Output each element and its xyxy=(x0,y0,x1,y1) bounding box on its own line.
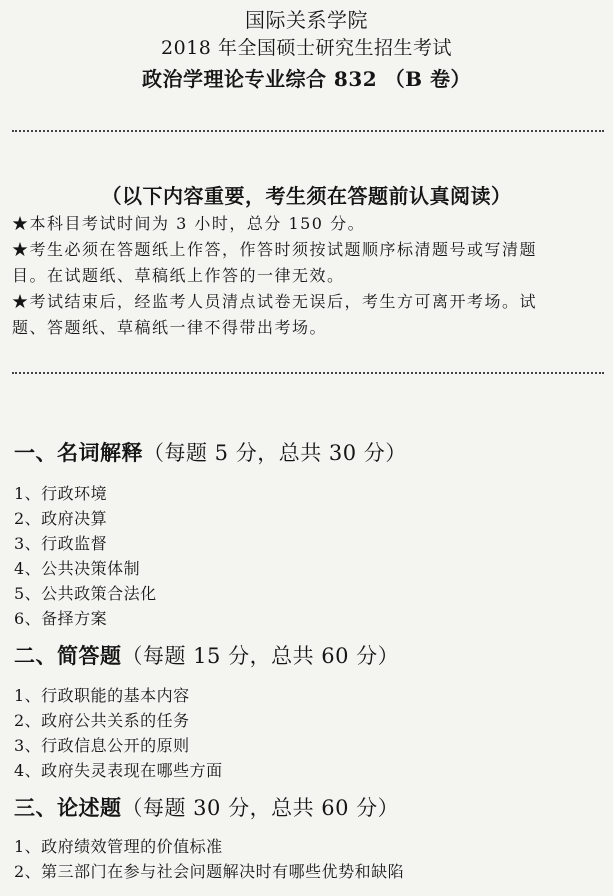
notice-rule: ★考试结束后，经监考人员清点试卷无误后，考生方可离开考场。试 xyxy=(12,292,538,311)
section-score: （每题 30 分，总共 60 分） xyxy=(121,796,400,820)
question-item: 6、备择方案 xyxy=(14,609,108,628)
section-score: （每题 15 分，总共 60 分） xyxy=(121,644,400,668)
section-heading xyxy=(14,640,399,670)
section-score: （每题 5 分，总共 30 分） xyxy=(143,441,407,465)
question-item: 4、公共决策体制 xyxy=(14,559,141,578)
question-item: 2、政府决算 xyxy=(14,509,108,528)
question-item: 3、行政信息公开的原则 xyxy=(14,736,190,755)
question-item: 1、政府绩效管理的价值标准 xyxy=(14,837,223,856)
exam-title: 2018 年全国硕士研究生招生考试 xyxy=(161,37,452,59)
question-item: 3、行政监督 xyxy=(14,534,108,553)
notice-rule: ★考生必须在答题纸上作答，作答时须按试题顺序标清题号或写清题 xyxy=(12,240,538,259)
question-item: 5、公共政策合法化 xyxy=(14,584,157,603)
section-heading xyxy=(14,792,399,822)
notice-rule: 题、答题纸、草稿纸一律不得带出考场。 xyxy=(12,318,328,337)
notice-rule: 目。在试题纸、草稿纸上作答的一律无效。 xyxy=(12,266,345,285)
question-item: 2、第三部门在参与社会问题解决时有哪些优势和缺陷 xyxy=(14,862,405,881)
question-item: 1、行政环境 xyxy=(14,484,108,503)
question-item: 4、政府失灵表现在哪些方面 xyxy=(14,761,223,780)
dotted-divider-bottom xyxy=(12,372,604,374)
section-label: 三、论述题 xyxy=(14,795,122,820)
school-name: 国际关系学院 xyxy=(245,8,368,32)
section-heading xyxy=(14,437,407,467)
section-label: 一、名词解释 xyxy=(14,440,143,465)
dotted-divider-top xyxy=(12,130,604,132)
subject-title: 政治学理论专业综合 832 （B 卷） xyxy=(141,67,472,91)
notice-title: （以下内容重要，考生须在答题前认真阅读） xyxy=(101,184,512,208)
question-item: 2、政府公共关系的任务 xyxy=(14,711,190,730)
question-item: 1、行政职能的基本内容 xyxy=(14,686,190,705)
notice-rule: ★本科目考试时间为 3 小时，总分 150 分。 xyxy=(12,214,366,233)
section-label: 二、简答题 xyxy=(14,643,122,668)
